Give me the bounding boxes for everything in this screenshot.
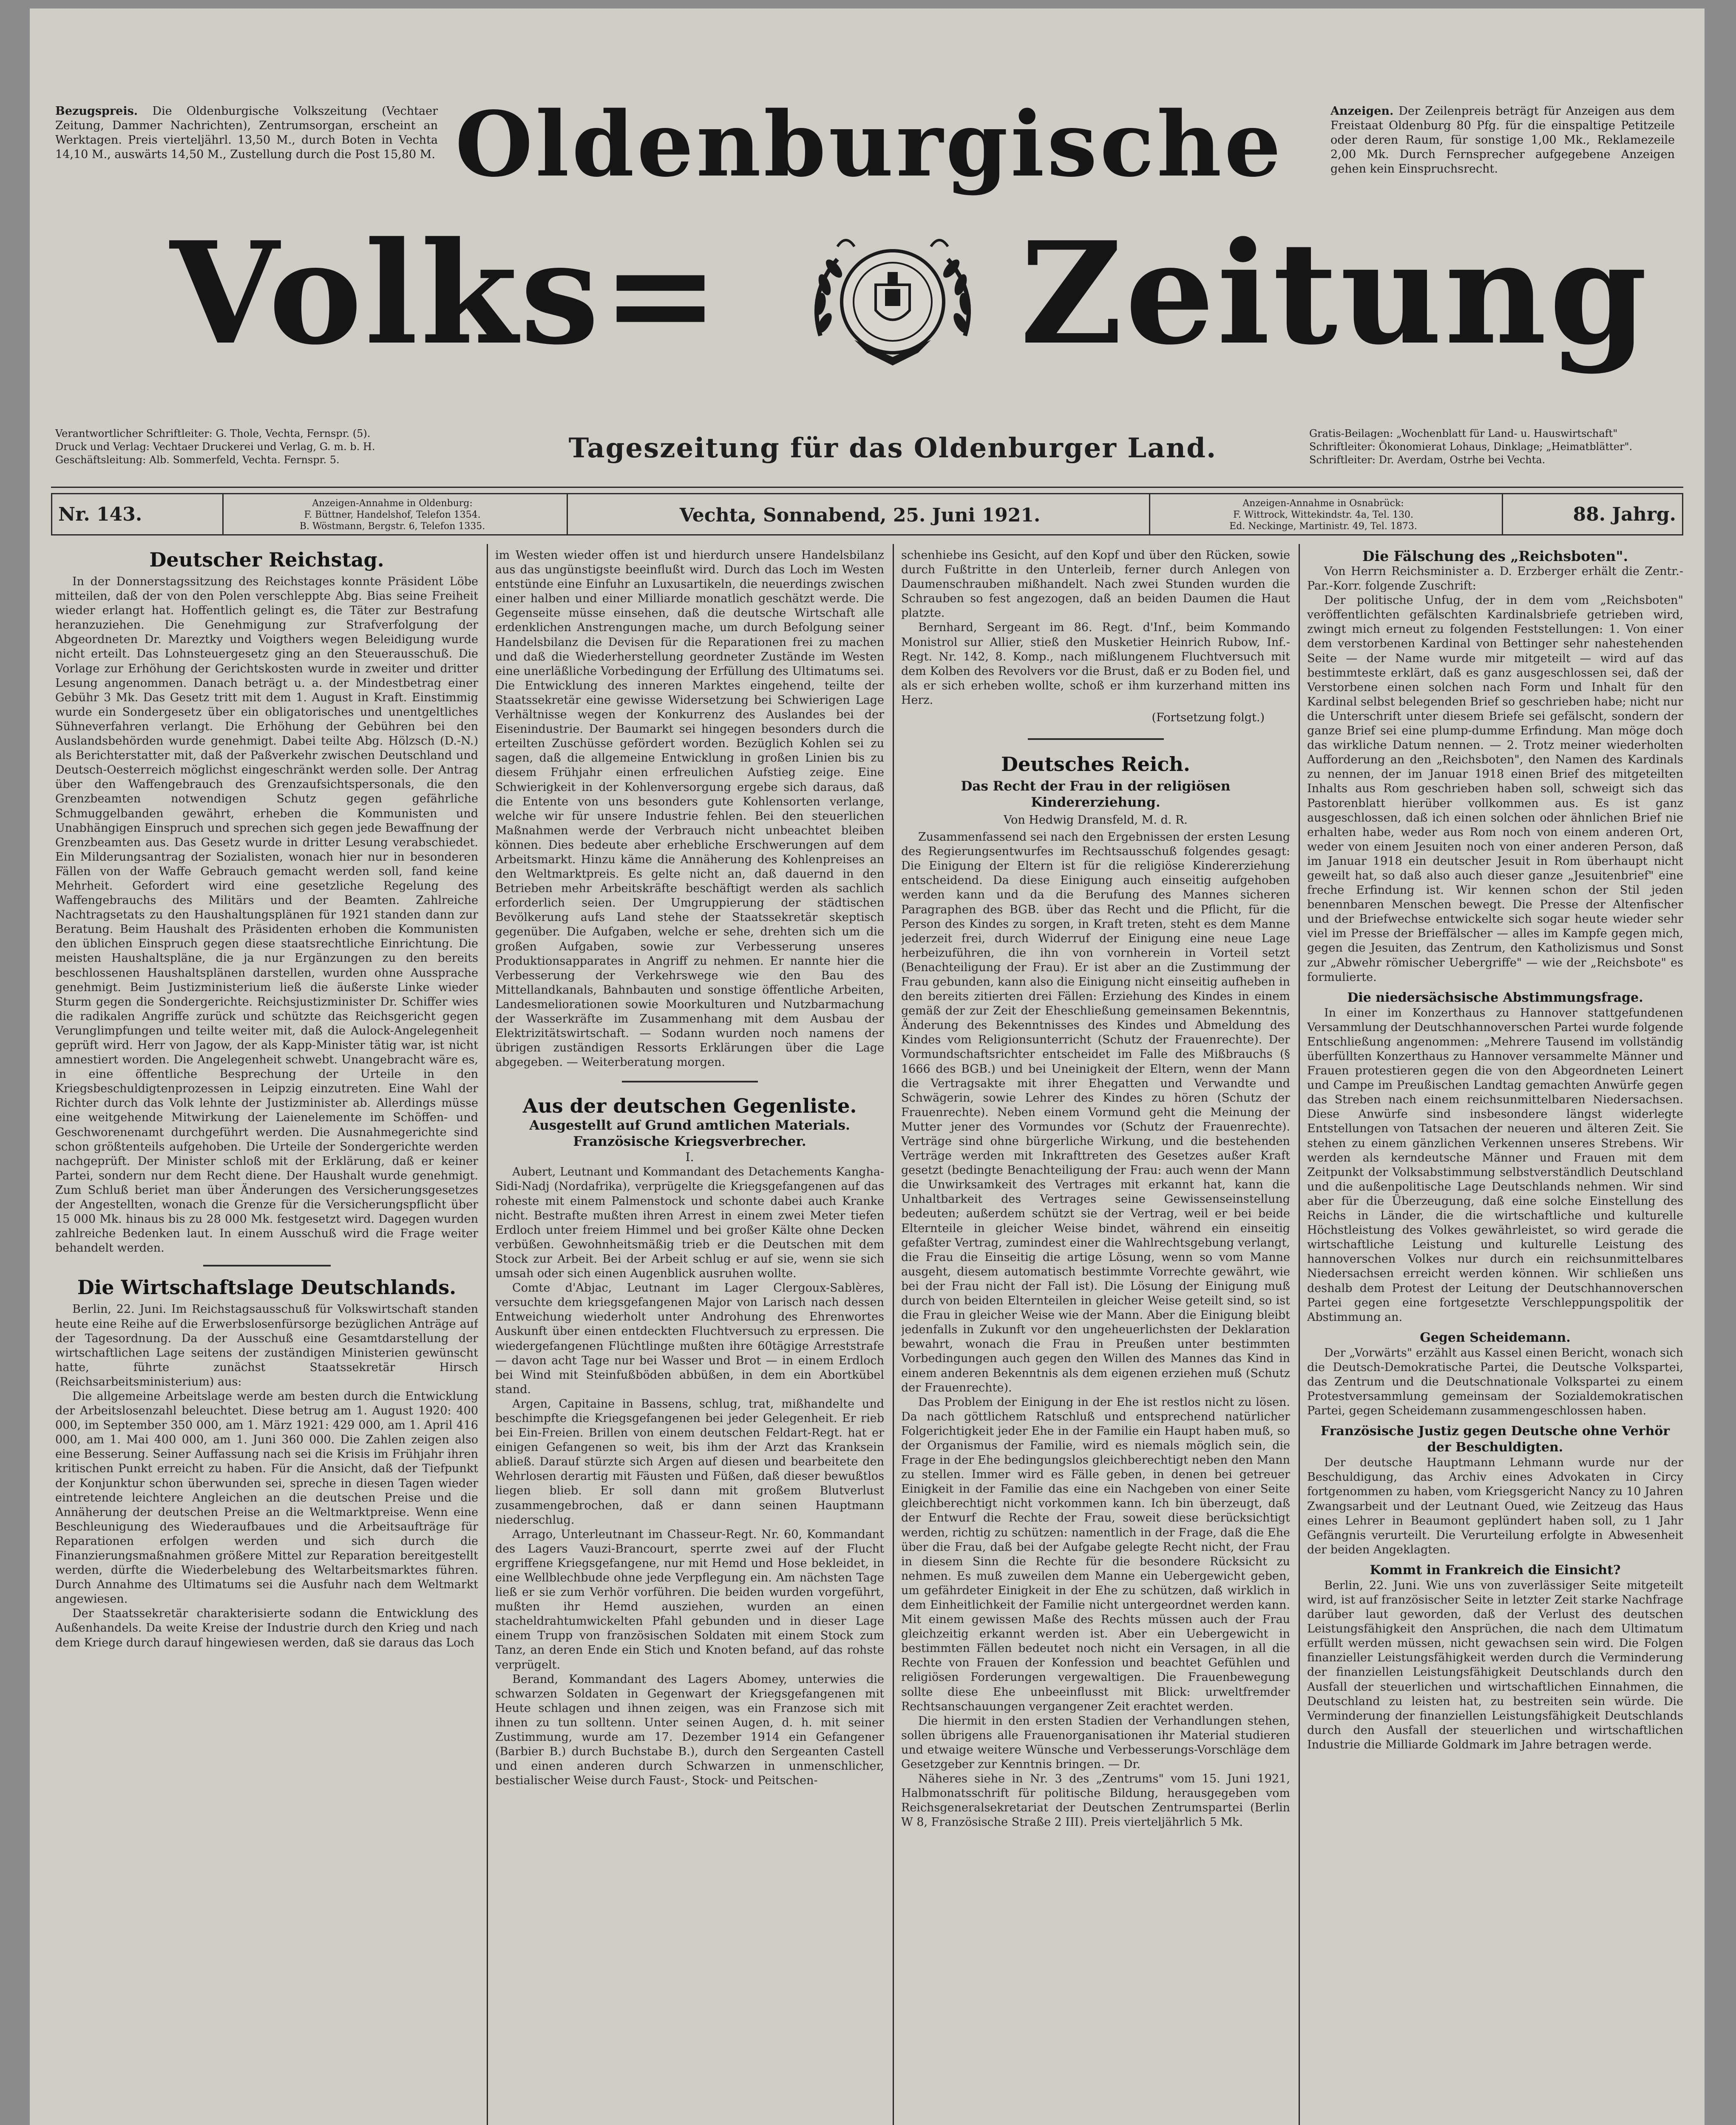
- imprint-right: [1309, 427, 1679, 467]
- section-heading-reich: Deutsches Reich.: [1001, 753, 1190, 776]
- paragraph: Von Herrn Reichsminister a. D. Erzberger erhält die Zentr.-Par.-Korr. folgende Zuschrift:: [1307, 565, 1683, 593]
- newspaper-page: [30, 8, 1705, 2125]
- infobar-top-rule: [51, 487, 1683, 488]
- article-subheading-war-criminals: Französische Kriegsverbrecher.: [573, 1134, 806, 1150]
- masthead-subtitle: Tageszeitung für das Oldenburger Land.: [568, 432, 1217, 464]
- article-heading-lower-saxony: Die niedersächsische Abstimmungsfrage.: [1347, 990, 1643, 1005]
- masthead-emblem: [791, 230, 995, 370]
- subscription-label: Bezugspreis.: [55, 105, 138, 118]
- paragraph: Die hiermit in den ersten Stadien der Verhandlungen stehen, sollen übrigens alle Frauenorganisationen ihr Material studieren und etwaige weitere Wünsche und Verbesserungs-Vorschläge dem Gesetzgeber zur Kenntnis bringen. — Dr.: [901, 1714, 1290, 1771]
- paragraph: Die allgemeine Arbeitslage werde am besten durch die Entwicklung der Arbeitslosenzahl beleuchtet. Diese betrug am 1. August 1920: 400 000, im September 350 000, am 1. März 1921: 429 000, am 1. April 416 000, am 1. Mai 400 000, am 1. Juni 360 000. Die Zahlen zeigen also eine Besserung. Seiner Auffassung nach sei die Krisis im Frühjahr ihren kritischen Punkt erreicht zu haben. Für die Ansicht, daß der Tiefpunkt der Konjunktur schon überwunden sei, spreche in diesen Tagen wieder eintretende leichtere Angleichen an die deutschen Preise und die Annäherung der deutschen Preise an die Weltmarktpreise. Wenn eine Beschleunigung des Wiederaufbaues und die Arbeitsaufträge für Reparationen erfolgen werden und sich durch die Finanzierungsmaßnahmen größere Mittel zur Reparation bereitgestellt werden, dürfte die Wiederbelebung des Weltarbeitsmarktes führen. Durch Annahme des Ultimatums sei die Ausfuhr nach dem Weltmarkt angewiesen.: [55, 1389, 478, 1606]
- agency-osnabrueck-line1: F. Wittrock, Wittekindstr. 4a, Tel. 130.: [1233, 510, 1414, 520]
- article-lower-saxony: [1307, 1006, 1683, 1325]
- imprint-supplements: Gratis-Beilagen: „Wochenblatt für Land- u. Hauswirtschaft": [1309, 428, 1618, 439]
- article-heading-scheidemann: Gegen Scheidemann.: [1420, 1330, 1571, 1345]
- paragraph: Berlin, 22. Juni. Wie uns von zuverlässiger Seite mitgeteilt wird, ist auf französischer Seite in letzter Zeit starke Nachfrage darüber laut geworden, daß der Verlust des deutschen Leistungsfähigkeit den Ansprüchen, die nach dem Ultimatum erfüllt werden müssen, nicht gewachsen sein wird. Die Folgen finanzieller Leistungsfähigkeit werden durch die Verminderung der finanziellen Leistungsfähigkeit Deutschlands durch den Ausfall der steuerlichen und wirtschaftlichen Einnahmen, die Deutschland zu leisten hat, zu bestreiten sein würde. Die Verminderung der finanziellen Leistungsfähigkeit Deutschlands durch den Ausfall der steuerlichen und wirtschaftlichen Industrie die Milliarde Goldmark im Jahre betragen werde.: [1307, 1578, 1683, 1751]
- column-rule: [1299, 544, 1300, 2125]
- article-heading-forgery: Die Fälschung des „Reichsboten".: [1362, 548, 1628, 564]
- imprint-management: Geschäftsleitung: Alb. Sommerfeld, Vechta. Fernspr. 5.: [55, 454, 340, 466]
- volume-year: 88. Jahrg.: [1573, 504, 1676, 525]
- paragraph: Aubert, Leutnant und Kommandant des Detachements Kangha-Sidi-Nadj (Nordafrika), verprügelte die Kriegsgefangenen auf das roheste mit einem Palmenstock und schonte dabei auch Kranke nicht. Bestrafte mußten ihren Arrest in einem zwei Meter tiefen Erdloch unter freiem Himmel und bei großer Kälte ohne Decken verbüßen. Gewohnheitsmäßig trieb er die Deutschen mit dem Stock zur Arbeit. Bei der Arbeit schlug er auf sie, wenn sie sich umsah oder sich einen Augenblick ausruhen wollte.: [495, 1165, 884, 1281]
- subscription-text: Die Oldenburgische Volkszeitung (Vechtaer Zeitung, Dammer Nachrichten), Zentrumsorgan, erscheint an Werktagen. Preis vierteljährl. 13,50 M., durch Boten in Vechta 14,10 M., auswärts 14,50 M., Zustellung durch die Post 15,80 M.: [55, 105, 438, 161]
- city-seal-icon: [791, 230, 995, 370]
- column-1: [55, 548, 478, 2125]
- paragraph: In einer im Konzerthaus zu Hannover stattgefundenen Versammlung der Deutschhannoverschen Partei wurde folgende Entschließung angenommen: „Mehrere Tausend im vollständig überfüllten Konzerthaus zu Hannover versammelte Männer und Frauen protestieren gegen die von den Abgeordneten Leinert und Campe im Preußischen Landtag gemachten Anwürfe gegen das Streben nach einem reichsunmittelbaren Niedersachsen. Diese Anwürfe sind insbesondere längst widerlegte Entstellungen von Tatsachen der neueren und älteren Zeit. Sie stehen zu einem gänzlichen Verkennen unseres Strebens. Wir werden als kerndeutsche Männer und Frauen mit dem Zeitpunkt der Volksabstimmung selbstverständlich Deutschland und die außenpolitische Lage Deutschlands nehmen. Wir sind aber für die Überzeugung, daß eine solche Einstellung des Reichs in Länder, die die wirtschaftliche und kulturelle Höchstleistung des Volkes gewährleistet, so wird gerade die wirtschaftliche Leistung und kulturelle Leistung des hannoverschen Volkes nur durch ein reichsunmittelbares Niedersachsen erreicht werden können. Wir schließen uns deshalb dem Protest der Leitung der Deutschhannoverschen Partei gegen eine fortgesetzte Verschleppungspolitik der Abstimmung an.: [1307, 1006, 1683, 1324]
- agency-osnabrueck: [1162, 498, 1485, 532]
- infobar-divider: [1149, 494, 1150, 534]
- article-economy: [55, 1302, 478, 1650]
- article-scheidemann: [1307, 1346, 1683, 1418]
- imprint-supplement-editors: Schriftleiter: Ökonomierat Lohaus, Dinklage; „Heimatblätter". Schriftleiter: Dr. Averdam, Ostrhe bei Vechta.: [1309, 441, 1633, 466]
- paragraph: Comte d'Abjac, Leutnant im Lager Clergoux-Sablères, versuchte dem kriegsgefangenen Major von Larisch nach dessen Entweichung wiederholt unter Androhung des Ehrenwortes Auskunft über einen entdeckten Fluchtversuch zu erpressen. Die wiedergefangenen Flüchtlinge mußten ihre 60tägige Arreststrafe — davon acht Tage nur bei Wasser und Brot — in einem Erdloch bei Wind mit Steinfußböden abbüßen, in dem ein Abortkübel stand.: [495, 1281, 884, 1396]
- agency-oldenburg-title: Anzeigen-Annahme in Oldenburg:: [312, 498, 473, 509]
- paragraph: Argen, Capitaine in Bassens, schlug, trat, mißhandelte und beschimpfte die Kriegsgefangenen bei jeder Gelegenheit. Er rieb bei Ein-Freien. Brillen von einem deutschen Feldart-Regt. hat er einigen Gefangenen so weit, bis ihm der Arzt das Kranksein abließ. Darauf stürzte sich Argen auf diesen und bearbeitete den Wehrlosen derartig mit Fäusten und Füßen, daß dieser bewußtlos liegen blieb. Er soll dann mit großem Blutverlust zusammengebrochen, daß er dann seinen Hauptmann niederschlug.: [495, 1397, 884, 1527]
- section-numeral: I.: [685, 1150, 694, 1164]
- column-3: [901, 548, 1290, 2125]
- article-reichstag: [55, 575, 478, 1255]
- paragraph: Bernhard, Sergeant im 86. Regt. d'Inf., beim Kommando Monistrol sur Allier, stieß den Musketier Heinrich Rubow, Inf.-Regt. Nr. 142, 8. Komp., nach mißlungenem Fluchtversuch mit dem Kolben des Revolvers vor die Brust, daß er zu Boden fiel, und als er sich erheben wollte, schoß er ihm kurzerhand mitten ins Herz.: [901, 621, 1290, 707]
- article-heading-france-insight: Kommt in Frankreich die Einsicht?: [1370, 1562, 1621, 1578]
- masthead-zeitung: Zeitung: [1020, 211, 1650, 376]
- article-heading-reichstag: Deutscher Reichstag.: [149, 548, 384, 571]
- article-french-justice: [1307, 1456, 1683, 1557]
- article-subheading-material: Ausgestellt auf Grund amtlichen Materials.: [529, 1118, 850, 1133]
- imprint-editor: Verantwortlicher Schriftleiter: G. Thole, Vechta, Fernspr. (5).: [55, 428, 371, 439]
- agency-oldenburg-line1: F. Büttner, Handelshof, Telefon 1354.: [304, 510, 481, 520]
- agency-oldenburg: [239, 498, 545, 532]
- article-forgery: [1307, 564, 1683, 985]
- paragraph: Näheres siehe in Nr. 3 des „Zentrums" vom 15. Juni 1921, Halbmonatsschrift für politische Bildung, herausgegeben vom Reichsgeneralsekretariat der Deutschen Zentrumspartei (Berlin W 8, Französische Straße 2 III). Preis vierteljährlich 5 Mk.: [901, 1772, 1290, 1829]
- article-divider: [622, 1081, 758, 1082]
- paragraph: Das Problem der Einigung in der Ehe ist restlos nicht zu lösen. Da nach göttlichem Ratschluß und entsprechend natürlicher Folgerichtigkeit jeder Ehe in der Familie ein Haupt haben muß, so der Organismus der Familie, wird es niemals möglich sein, die Frage in der Ehe bedingungslos gleichberechtigt neben den Mann zu stellen. Immer wird es Fälle geben, in denen bei getreuer Einigkeit in der Familie das eine ein Nachgeben von einer Seite gleichberechtigt nicht vorkommen kann. Ich bin überzeugt, daß der Entwurf die Rechte der Frau, soweit diese berücksichtigt werden, richtig zu schützen: namentlich in der Frage, daß die Ehe über die Frau, daß bei der Aufgabe gelegte Recht nicht, der Frau in diesem Sinn die Rechte für die besondere Rücksicht zu nehmen. Es muß zuweilen dem Manne ein Uebergewicht geben, um gefährdeter Einigkeit in der Ehe zu schützen, daß wirklich in dem Einheitlichkeit der Familie nicht untergeordnet werden kann. Mit einem gewissen Maße des Rechts müssen auch der Frau gleichzeitig erkannt werden ist. Aber ein Uebergewicht in bestimmten Fällen bedeutet noch nicht ein Versagen, in all die Rechte von Frauen der Konfession und beachtet Gefühlen und religiösen Forderungen vergewaltigen. Die Frauenbewegung sollte diese Ehe unbeeinflusst mit Blick: urweltfremder Rechtsanschauungen vergangener Zeit erachtet werden.: [901, 1395, 1290, 1713]
- infobar-divider: [1502, 494, 1503, 534]
- article-counterlist: [495, 1165, 884, 1788]
- paragraph: Berand, Kommandant des Lagers Abomey, unterwies die schwarzen Soldaten in Gegenwart der Kriegsgefangenen mit Heute schlagen und ihnen zeigen, was ein Franzose sich mit ihnen zu tun solltenn. Unter seinen Augen, d. h. mit seiner Zustimmung, wurde am 17. Dezember 1914 ein Gefangener (Barbier B.) durch Buchstabe B.), durch den Sergeanten Castell und einen anderen durch Schwarzen in unmenschlicher, bestialischer Weise durch Faust-, Stock- und Peitschen-: [495, 1672, 884, 1788]
- imprint-publisher: Druck und Verlag: Vechtaer Druckerei und Verlag, G. m. b. H.: [55, 441, 375, 453]
- paragraph: In der Donnerstagssitzung des Reichstages konnte Präsident Löbe mitteilen, daß der von den Polen verschleppte Abg. Bias seine Freiheit wieder erlangt hat. Hoffentlich gelingt es, die Täter zur Bestrafung heranzuziehen. Die Genehmigung zur Strafverfolgung der Abgeordneten Dr. Mareztky und Voigthers wegen Beleidigung wurde nicht erteilt. Das Lohnsteuergesetz ging an den Steuerausschuß. Die Vorlage zur Erhöhung der Gerichtskosten wurde in zweiter und dritter Lesung angenommen. Danach beträgt u. a. der Mindestbetrag einer Gebühr 3 Mk. Das Gesetz tritt mit dem 1. August in Kraft. Einstimmig wurde ein Sondergesetz über ein obligatorisches und unentgeltliches Sühneverfahren verlangt. Die Erhöhung der Gebühren bei den Auslandsbehörden wurde genehmigt. Dabei teilte Abg. Hölzsch (D.-N.) als Berichterstatter mit, daß der Paßverkehr zwischen Deutschland und Deutsch-Oesterreich möglichst eingeschränkt werden solle. Der Antrag über den Waffengebrauch des Grenzaufsichtspersonals, die den Grenzbeamten notwendigen Schutz gegen gefährliche Schmuggelbanden gewährt, erheben die Kommunisten und Unabhängigen Einspruch und sprechen sich gegen jede Bewaffnung der Grenzbeamten aus. Das Gesetz wurde in dritter Lesung verabschiedet. Ein Milderungsantrag der Sozialisten, wonach hier nur in besonderen Fällen von der Waffe Gebrauch gemacht werden soll, fand keine Mehrheit. Gefordert wird eine gesetzliche Regelung des Waffengebrauchs des Militärs und der Beamten. Zahlreiche Nachtragsetats zu den Haushaltungsplänen für 1921 standen dann zur Beratung. Beim Haushalt des Präsidenten erhoben die Kommunisten den üblichen Einspruch gegen diese staatsrechtliche Einrichtung. Die meisten Haushaltspläne, die ja nur Ergänzungen zu den bereits beschlossenen Haushaltsplänen darstellen, wurden ohne Aussprache genehmigt. Beim Justizministerium ließ die äußerste Linke wieder Sturm gegen die Sondergerichte. Reichsjustizminister Dr. Schiffer wies die radikalen Angriffe zurück und schützte das Reichsgericht gegen Verunglimpfungen und teilte weiter mit, daß die Aulock-Angelegenheit geprüft wird. Herr von Jagow, der als Kapp-Minister tätig war, ist nicht amnestiert worden. Die Angelegenheit schwebt. Unangebracht wäre es, in eine öffentliche Besprechung der Urteile in den Kriegsbeschuldigtenprozessen in Leipzig einzutreten. Eine Wahl der Richter durch das Volk lehnte der Justizminister ab. Allerdings müsse eine weitgehende Mitwirkung der Laienelemente im Schöffen- und Geschworenenamt durchgeführt werden. Die Ausnahmegerichte sind schon größtenteils aufgehoben. Die Urteile der Sondergerichte werden nachgeprüft. Der Minister schloß mit der Erklärung, daß er keiner Partei, sondern nur dem Recht diene. Der Haushalt wurde genehmigt. Zum Schluß beriet man über Änderungen des Versicherungsgesetzes der Angestellten, wonach die Grenze für die Versicherungspflicht über 15 000 Mk. hinaus bis zu 28 000 Mk. festgesetzt wird. Dagegen wurden zahlreiche Bedenken laut. In einem Ausschuß wird die Frage weiter behandelt werden.: [55, 575, 478, 1255]
- article-counterlist-continued: [901, 548, 1290, 708]
- column-4: [1307, 548, 1683, 2125]
- agency-oldenburg-line2: B. Wöstmann, Bergstr. 6, Telefon 1335.: [299, 521, 485, 532]
- paragraph: im Westen wieder offen ist und hierdurch unsere Handelsbilanz aus das ungünstigste beeinflußt wird. Durch das Loch im Westen entstünde eine Einfuhr an Luxusartikeln, die neuerdings zwischen einer halben und einer Milliarde monatlich geschätzt werde. Die Gegenseite müsse einsehen, daß die deutsche Wirtschaft alle erdenklichen Anstrengungen mache, um durch Befolgung seiner Handelsbilanz die Devisen für die Reparationen frei zu machen und daß die Wiederherstellung geordneter Zustände im Westen eine unerläßliche Vorbedingung der Erfüllung des Ultimatums sei. Die Entwicklung des inneren Marktes eingehend, teilte der Staatssekretär eine gewisse Widersetzung bei Schwierigen Lage Verhältnisse wegen der Konkurrenz des Auslandes bei der Eisenindustrie. Der Baumarkt sei hingegen besonders durch die erteilten Zuschüsse gefördert worden. Bezüglich Kohlen sei zu sagen, daß die allgemeine Entwicklung in großen Linien bis zu diesem Frühjahr einen erfreulichen Aufstieg zeige. Eine Schwierigkeit in der Kohlenversorgung ergebe sich daraus, daß die Entente von uns besonders gute Kohlensorten verlange, welche wir für unsere Industrie fehlen. Bei den steuerlichen Maßnahmen werde der Verbrauch nicht unbeachtet bleiben können. Dies bedeute aber erhebliche Erschwerungen auf dem Arbeitsmarkt. Hinzu käme die Annäherung des Kohlenpreises an den Weltmarktpreis. Es gelte nicht an, daß dauernd in den Betrieben mehr Arbeitskräfte beschäftigt werden als sachlich erforderlich seien. Der Umgruppierung der städtischen Bevölkerung aufs Land stehe der Staatssekretär skeptisch gegenüber. Die Aufgaben, welche er sehe, drehten sich um die großen Aufgaben, sowie zur Verbesserung unseres Produktionsapparates in Angriff zu nehmen. Er nannte hier die Verbesserung der Verkehrswege wie den Bau des Mittellandkanals, Bahnbauten und sonstige öffentliche Arbeiten, Landesmeliorationen sowie Moorkulturen und Nutzbarmachung der Wasserkräfte im Zusammenhang mit dem Ausbau der Elektrizitätswirtschaft. — Sodann wurden noch namens der übrigen zuständigen Ressorts Erklärungen über die Lage abgegeben. — Weiterberatung morgen.: [495, 549, 884, 1069]
- ads-price-box: [1330, 104, 1675, 176]
- paragraph: Zusammenfassend sei nach den Ergebnissen der ersten Lesung des Regierungsentwurfes im Rechtsausschuß folgendes gesagt: Die Einigung der Eltern ist für die religiöse Kindererziehung entscheidend. Da diese Einigung auch einseitig aufgehoben werden kann und da die Berufung des Mannes sicheren Paragraphen des BGB. über das Recht und die Pflicht, für die Person des Kindes zu sorgen, in Kraft treten, steht es dem Manne jederzeit frei, durch Widerruf der Einigung eine neue Lage herbeizuführen, die ihn von vornherein in Vorteil setzt (Benachteiligung der Frau). Er ist aber an die Zustimmung der Frau gebunden, kann also die Einigung nicht einseitig aufheben in den bereits zitierten drei Fällen: Erziehung des Kindes in einem gemäß der zur Zeit der Eheschließung gemeinsamen Bekenntnis, Änderung des Bekenntnisses des Kindes und Abmeldung des Kindes vom Religionsunterricht (Schutz der Frauenrechte). Der Vormundschaftsrichter entscheidet im Falle des Mißbrauchs (§ 1666 des BGB.) und bei Uneinigkeit der Eltern, wenn der Mann die Vertragsakte mit ihrer Ehegatten und Verwandte und Schwägerin, sowie Lehrer des Kindes zu hören (Schutz der Frauenrechte). Neben einem Vormund geht die Meinung der Mutter jener des Vormundes vor (Schutz der Frauenrechte). Verträge sind ohne bürgerliche Wirkung, und die bestehenden Verträge werden mit Inkrafttreten des Gesetzes außer Kraft gesetzt (bedingte Benachteiligung der Frau: auch wenn der Mann die Unwirksamkeit des Vertrages mit erkannt hat, kann die Unhaltbarkeit des Vertrages seine Gewissenseinstellung bedeuten; außerdem schützt sie der Vertrag, weil er bei beide Elternteile in gleicher Weise bindet, während ein einseitig gefaßter Vertrag, zumindest einer die Wahlrechtsgebung verlangt, die Frau die Einseitig die artige Lösung, wenn so vom Manne ausgeht, diesem automatisch bestimmte Vorrechte gewährt, wie bei der Frau nicht der Fall ist). Die Lösung der Einigung muß durch von beiden Elternteilen in gleicher Weise geteilt sind, so ist die Frau in gleicher Weise wie der Mann. Aber die Einigung bleibt jedenfalls in Zukunft vor den ungeheuerlichsten der Deklaration bewahrt, wonach die Frau in Preußen unter bestimmten Vorbedingungen auch gegen den Willen des Mannes das Kind in einem anderen Bekenntnis als dem eigenen erziehen muß (Schutz der Frauenrechte).: [901, 830, 1290, 1394]
- article-france-insight: [1307, 1578, 1683, 1752]
- article-author: Von Hedwig Dransfeld, M. d. R.: [1004, 813, 1188, 827]
- article-heading-economy: Die Wirtschaftslage Deutschlands.: [77, 1276, 457, 1299]
- infobar: [51, 493, 1683, 536]
- agency-osnabrueck-title: Anzeigen-Annahme in Osnabrück:: [1242, 498, 1404, 509]
- article-divider: [1028, 738, 1164, 740]
- paragraph: Der deutsche Hauptmann Lehmann wurde nur der Beschuldigung, das Archiv eines Advokaten in Circy fortgenommen zu haben, vom Kriegsgericht Nancy zu 10 Jahren Zwangsarbeit und der Leutnant Oued, wie Zeitzeug das Haus eines Lehrer in Beaumont geplündert haben soll, zu 1 Jahr Gefängnis verurteilt. Die Verurteilung erfolgte in Abwesenheit der beiden Angeklagten.: [1307, 1456, 1683, 1556]
- infobar-divider: [222, 494, 224, 534]
- issue-date: Vechta, Sonnabend, 25. Juni 1921.: [679, 504, 1041, 526]
- article-womens-rights: [901, 830, 1290, 1830]
- column-2: [495, 548, 884, 2125]
- infobar-divider: [567, 494, 568, 534]
- ads-text: Der Zeilenpreis beträgt für Anzeigen aus dem Freistaat Oldenburg 80 Pfg. für die einspaltige Petitzeile oder deren Raum, für sonstige 1,00 Mk., Reklamezeile 2,00 Mk. Durch Fernsprecher aufgegebene Anzeigen gehen kein Einspruchsrecht.: [1330, 105, 1675, 176]
- agency-osnabrueck-line2: Ed. Neckinge, Martinistr. 49, Tel. 1873.: [1229, 521, 1417, 532]
- paragraph: schenhiebe ins Gesicht, auf den Kopf und über den Rücken, sowie durch Fußtritte in den Unterleib, ferner durch Anlegen von Daumenschrauben mißhandelt. Nach zwei Stunden wurden die Schrauben so fest angezogen, daß an beiden Daumen die Haut platzte.: [901, 549, 1290, 620]
- article-heading-counterlist: Aus der deutschen Gegenliste.: [522, 1094, 857, 1118]
- paragraph: Der politische Unfug, der in dem vom „Reichsboten" veröffentlichten gefälschten Kardinalsbriefe getrieben wird, zwingt mich erneut zu folgenden Feststellungen: 1. Von einer dem verstorbenen Kardinal von Bettinger sehr nahestehenden Seite — der Name wurde mir mitgeteilt — wird auf das bestimmteste erklärt, daß es ganz ausgeschlossen sei, daß der Verstorbene einen solchen nach Form und Inhalt für den Kardinal selbst belegenden Brief so geschrieben habe; nicht nur die Unterschrift unter diesem Briefe sei gefälscht, sondern der ganze Brief sei eine plump-dumme Erfindung. Man möge doch das wirkliche Datum nennen. — 2. Trotz meiner wiederholten Aufforderung an den „Reichsboten", den Namen des Kardinals zu nennen, der im Januar 1918 einen Brief des mitgeteilten Inhalts aus Rom geschrieben haben soll, schweigt sich das Pastorenblatt hierüber vollkommen aus. Es ist ganz ausgeschlossen, daß ich einen solchen oder ähnlichen Brief nie erhalten habe, weder aus Rom noch von einem anderen Ort, weder von einem Jesuiten noch von einer anderen Person, daß im Januar 1918 ein deutscher Jesuit in Rom überhaupt nicht geweilt hat, so daß also auch dieser ganze „Jesuitenbrief" eine freche Erfindung ist. Wir kennen schon der Stil jeden benennbaren Menschen bewegt. Die Presse der Altenfischer und der Briefwechse entwickelte sich sogar heute wieder sehr viel im Presse der Brieffälscher — alles im Kampfe gegen mich, gegen die Jesuiten, das Zentrum, den Katholizismus und Sonst zur „Abwehr römischer Uebergriffe" — wie der „Reichsbote" es formulierte.: [1307, 594, 1683, 984]
- imprint-left: [55, 427, 480, 467]
- masthead-line1: Oldenburgische: [455, 92, 1284, 197]
- column-rule: [487, 544, 488, 2125]
- masthead-volks: Volks=: [170, 211, 722, 376]
- paragraph: Der „Vorwärts" erzählt aus Kassel einen Bericht, wonach sich die Deutsch-Demokratische Partei, die Deutsche Volkspartei, das Zentrum und die Deutschnationale Volkspartei zu einem Protestversammlung gemeinsam der Sozialdemokratischen Partei, gegen Scheidemann zusammengeschlossen haben.: [1307, 1346, 1683, 1418]
- article-divider: [203, 1265, 331, 1266]
- ads-label: Anzeigen.: [1330, 105, 1394, 118]
- subscription-price-box: [55, 104, 438, 162]
- article-heading-french-justice: Französische Justiz gegen Deutsche ohne Verhör der Beschuldigten.: [1320, 1424, 1670, 1455]
- paragraph: Der Staatssekretär charakterisierte sodann die Entwicklung des Außenhandels. Da weite Kreise der Industrie durch den Krieg und nach dem Kriege durch darauf hingewiesen werden, daß sie daraus das Loch: [55, 1607, 478, 1649]
- continuation-note: (Fortsetzung folgt.): [1152, 711, 1265, 725]
- paragraph: Berlin, 22. Juni. Im Reichstagsausschuß für Volkswirtschaft standen heute eine Reihe auf die Erwerbslosenfürsorge bezüglichen Anträge auf der Tagesordnung. Da der Ausschuß eine Gesamtdarstellung der wirtschaftlichen Lage seitens der zuständigen Ministerien gewünscht hatte, führte zunächst Staatssekretär Hirsch (Reichsarbeitsministerium) aus:: [55, 1303, 478, 1388]
- article-heading-womens-rights: Das Recht der Frau in der religiösen Kindererziehung.: [961, 779, 1231, 810]
- column-rule: [893, 544, 894, 2125]
- article-economy-continued: [495, 548, 884, 1070]
- paragraph: Arrago, Unterleutnant im Chasseur-Regt. Nr. 60, Kommandant des Lagers Vauzi-Brancourt, sperrte zwei auf der Flucht ergriffene Kriegsgefangene, nur mit Hemd und Hose bekleidet, in eine Wellblechbude ohne jede Verpflegung ein. Am nächsten Tage ließ er sie zum Verhör vorführen. Die beiden wurden vorgeführt, mußten ihr Hemd ausziehen, wurden an einen stacheldrahtumwickelten Pfahl gebunden und in dieser Lage einem Trupp von französischen Soldaten mit einem Stock zum Tanz, an deren Ende ein Stich und Knoten befand, auf das rohste verprügelt.: [495, 1527, 884, 1672]
- issue-number: Nr. 143.: [58, 504, 142, 525]
